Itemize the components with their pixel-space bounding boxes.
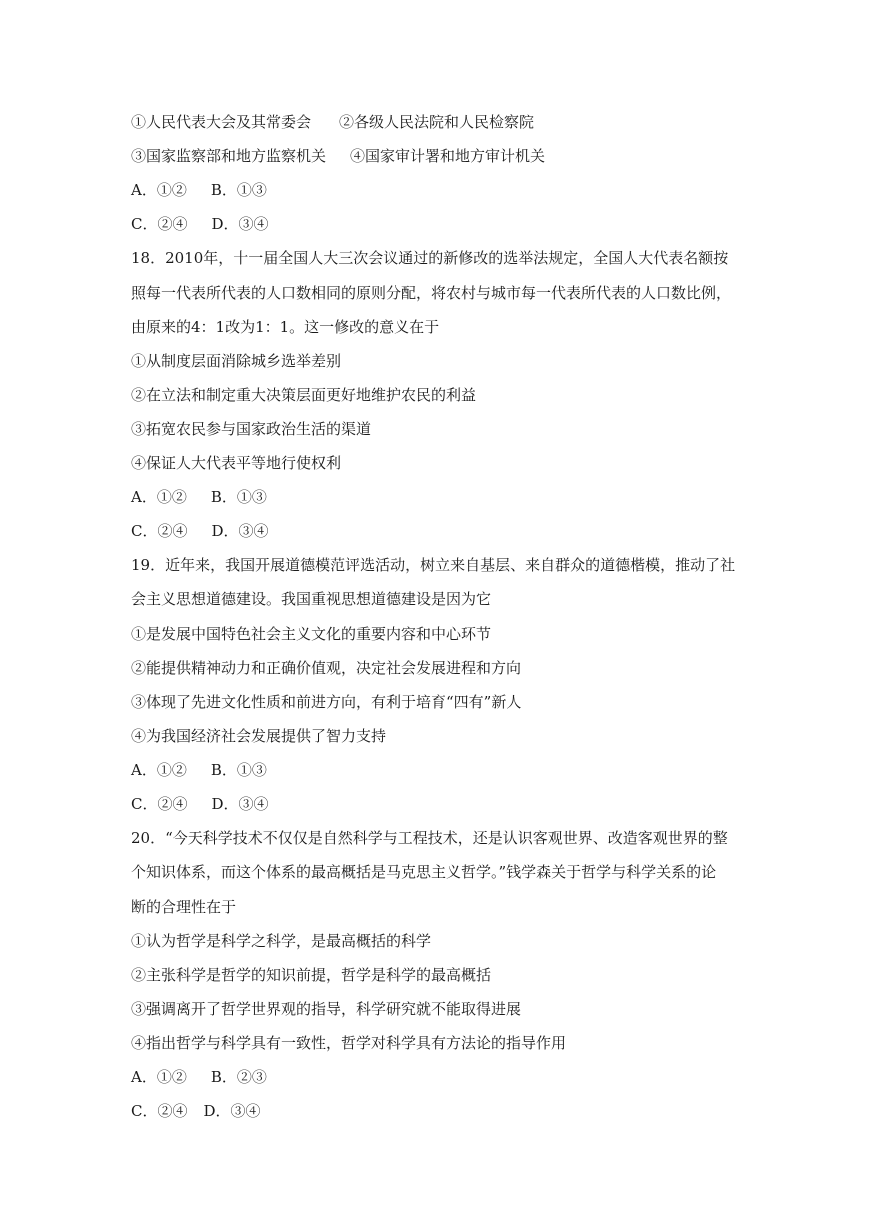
q19-option-2: ②能提供精神动力和正确价值观，决定社会发展进程和方向 — [131, 659, 522, 677]
q17-options-row-2 — [131, 146, 545, 166]
q20-option-1: ①认为哲学是科学之科学，是最高概括的科学 — [131, 932, 432, 950]
q20-stem-line-3: 断的合理性在于 — [131, 898, 237, 916]
q18-choice-c: C．②④ — [131, 522, 188, 540]
q18-option-2: ②在立法和制定重大决策层面更好地维护农民的利益 — [131, 386, 477, 404]
q19-choice-c: C．②④ — [131, 795, 188, 813]
q17-options-row-1 — [131, 112, 534, 132]
q17-option-1: ①人民代表大会及其常委会 — [131, 113, 312, 131]
q20-stem-line-1: 20．“今天科学技术不仅仅是自然科学与工程技术，还是认识客观世界、改造客观世界的整 — [131, 829, 728, 847]
q19-choice-a: A．①② — [131, 761, 187, 779]
q17-option-3: ③国家监察部和地方监察机关 — [131, 147, 327, 165]
q19-stem-line-2: 会主义思想道德建设。我国重视思想道德建设是因为它 — [131, 590, 492, 608]
q18-choice-b: B．①③ — [210, 488, 267, 506]
q17-choice-b: B．①③ — [210, 181, 267, 199]
q19-option-3: ③体现了先进文化性质和前进方向，有利于培育“四有”新人 — [131, 693, 522, 711]
q18-choices-row-2 — [131, 521, 269, 541]
q18-option-4: ④保证人大代表平等地行使权利 — [131, 454, 342, 472]
q20-choice-d: D．③④ — [203, 1102, 261, 1120]
q18-choice-d: D．③④ — [211, 522, 269, 540]
q17-choice-d: D．③④ — [211, 215, 269, 233]
q19-option-1: ①是发展中国特色社会主义文化的重要内容和中心环节 — [131, 625, 492, 643]
q17-choice-a: A．①② — [131, 181, 187, 199]
q19-stem-line-1: 19．近年来，我国开展道德模范评选活动，树立来自基层、来自群众的道德楷模，推动了社 — [131, 556, 736, 574]
q19-option-4: ④为我国经济社会发展提供了智力支持 — [131, 727, 387, 745]
q18-choice-a: A．①② — [131, 488, 187, 506]
q18-option-3: ③拓宽农民参与国家政治生活的渠道 — [131, 420, 372, 438]
q18-choices-row-1 — [131, 487, 267, 507]
q20-choices-row-1 — [131, 1067, 267, 1087]
q20-choice-a: A．①② — [131, 1068, 187, 1086]
q19-choice-b: B．①③ — [210, 761, 267, 779]
q17-choice-c: C．②④ — [131, 215, 188, 233]
q20-stem-line-2: 个知识体系，而这个体系的最高概括是马克思主义哲学。”钱学森关于哲学与科学关系的论 — [131, 863, 717, 881]
q20-choice-b: B．②③ — [210, 1068, 267, 1086]
q20-choice-c: C．②④ — [131, 1102, 188, 1120]
q18-stem-line-2: 照每一代表所代表的人口数相同的原则分配，将农村与城市每一代表所代表的人口数比例， — [131, 284, 732, 302]
q20-option-2: ②主张科学是哲学的知识前提，哲学是科学的最高概括 — [131, 966, 492, 984]
q17-option-2: ②各级人民法院和人民检察院 — [339, 113, 535, 131]
q17-option-4: ④国家审计署和地方审计机关 — [350, 147, 546, 165]
q19-choices-row-2 — [131, 794, 269, 814]
q20-choices-row-2 — [131, 1101, 261, 1121]
q18-stem-line-3: 由原来的4：1改为1：1。这一修改的意义在于 — [131, 318, 440, 336]
q17-choices-row-1 — [131, 180, 267, 200]
q20-option-3: ③强调离开了哲学世界观的指导，科学研究就不能取得进展 — [131, 1000, 522, 1018]
q17-choices-row-2 — [131, 214, 269, 234]
q18-option-1: ①从制度层面消除城乡选举差别 — [131, 352, 342, 370]
q19-choices-row-1 — [131, 760, 267, 780]
q20-option-4: ④指出哲学与科学具有一致性，哲学对科学具有方法论的指导作用 — [131, 1034, 567, 1052]
q19-choice-d: D．③④ — [211, 795, 269, 813]
q18-stem-line-1: 18．2010年，十一届全国人大三次会议通过的新修改的选举法规定，全国人大代表名额按 — [131, 249, 729, 267]
